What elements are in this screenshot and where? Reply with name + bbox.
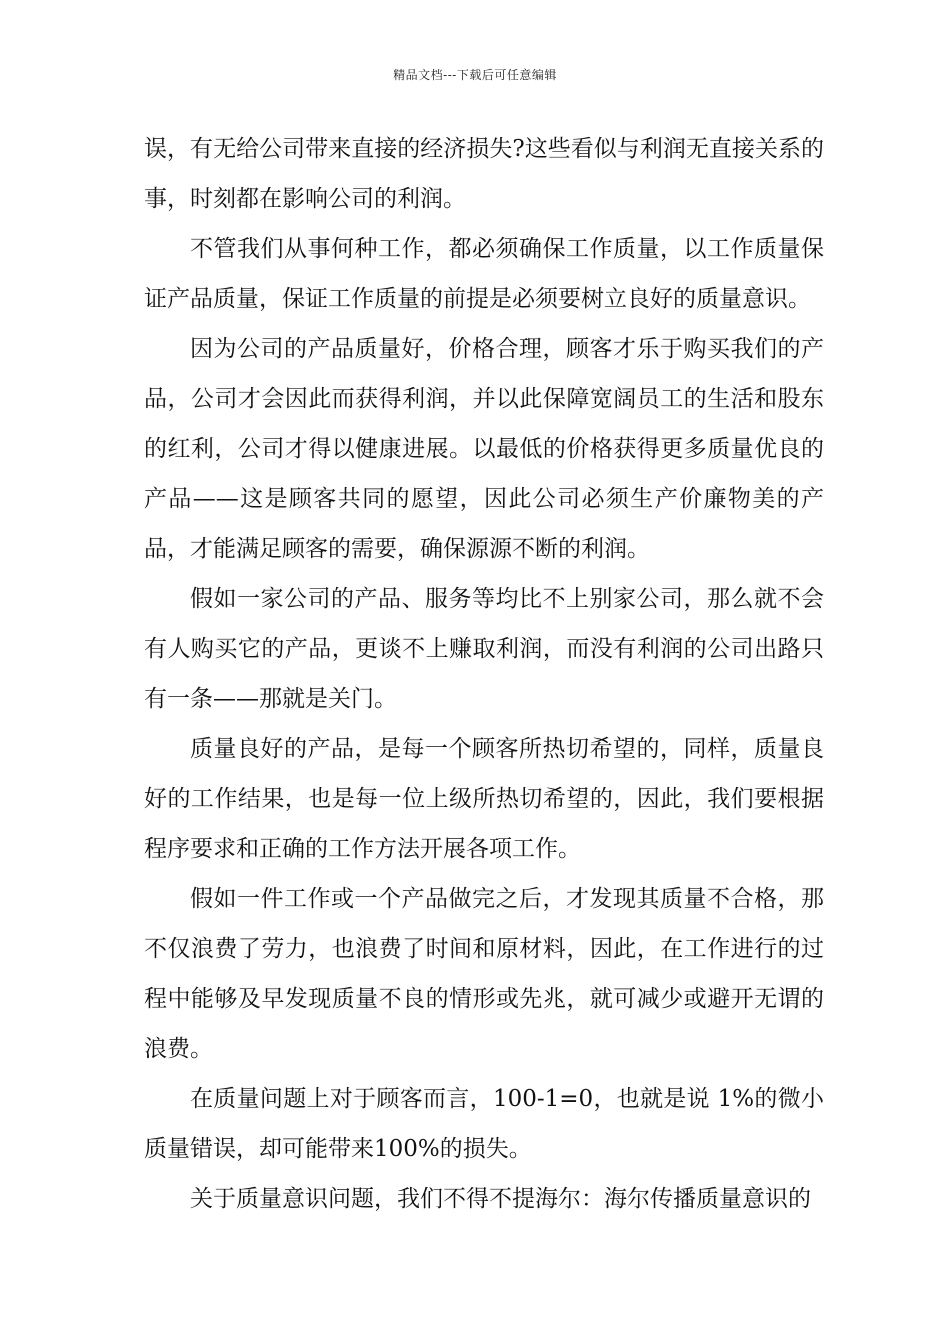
paragraph-7: 在质量问题上对于顾客而言，100-1=0，也就是说 1%的微小质量错误，却可能带来100%的损失。: [144, 1086, 824, 1162]
paragraph-3: 因为公司的产品质量好，价格合理，顾客才乐于购买我们的产品，公司才会因此而获得利润，并以此保障宽阔员工的生活和股东的红利，公司才得以健康进展。以最低的价格获得更多质量优良的产品——这是顾客共同的愿望，因此公司必须生产价廉物美的产品，才能满足顾客的需要，确保源源不断的利润。: [144, 336, 824, 562]
paragraph-6: 假如一件工作或一个产品做完之后，才发现其质量不合格，那不仅浪费了劳力，也浪费了时间和原材料，因此，在工作进行的过程中能够及早发现质量不良的情形或先兆，就可减少或避开无谓的浪费。: [144, 886, 824, 1062]
document-body: [144, 124, 824, 1224]
paragraph-8: 关于质量意识问题，我们不得不提海尔：海尔传播质量意识的: [190, 1186, 811, 1212]
paragraph-1: 误，有无给公司带来直接的经济损失?这些看似与利润无直接关系的事，时刻都在影响公司的利润。: [144, 136, 824, 212]
paragraph-5: 质量良好的产品，是每一个顾客所热切希望的，同样，质量良好的工作结果，也是每一位上级所热切希望的，因此，我们要根据程序要求和正确的工作方法开展各项工作。: [144, 736, 824, 862]
paragraph-2: 不管我们从事何种工作，都必须确保工作质量，以工作质量保证产品质量，保证工作质量的前提是必须要树立良好的质量意识。: [144, 236, 824, 312]
page-header: 精品文档---下载后可任意编辑: [393, 68, 557, 82]
paragraph-4: 假如一家公司的产品、服务等均比不上别家公司，那么就不会有人购买它的产品，更谈不上赚取利润，而没有利润的公司出路只有一条——那就是关门。: [144, 586, 824, 712]
